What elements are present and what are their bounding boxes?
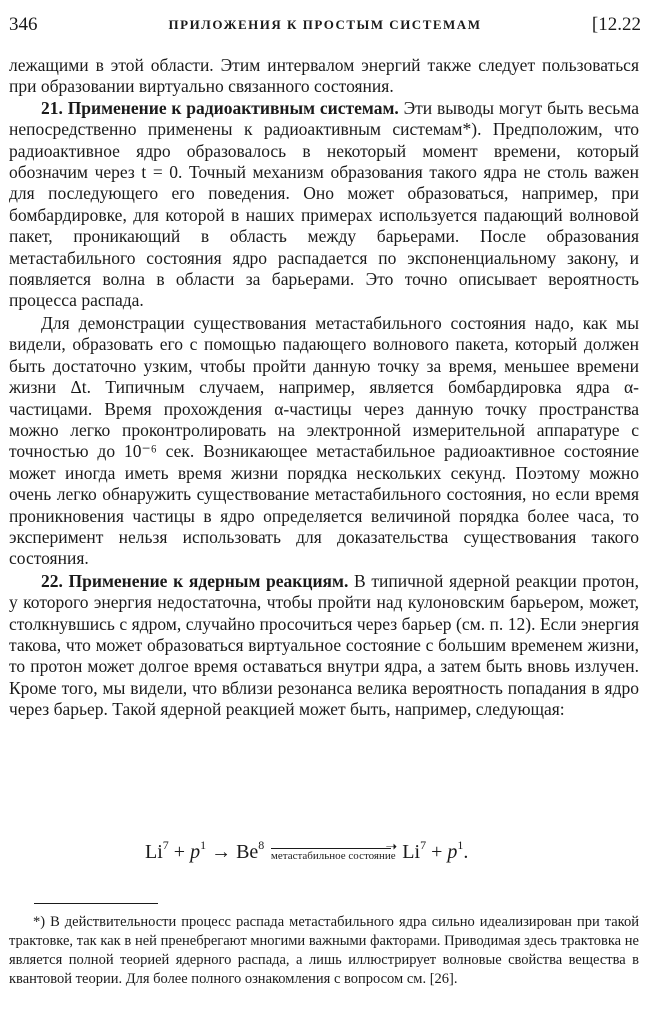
proton-symbol: p xyxy=(190,841,201,863)
arrow-shaft xyxy=(271,848,391,849)
product-lithium-symbol: Li xyxy=(402,841,421,863)
page-header xyxy=(9,14,641,38)
equation-period: . xyxy=(463,841,469,863)
arrow-head-icon: ➝ xyxy=(385,840,398,855)
running-title: ПРИЛОЖЕНИЯ К ПРОСТЫМ СИСТЕМАМ xyxy=(168,17,482,32)
product-proton-charge: 1 xyxy=(457,838,464,852)
section-22-heading: 22. Применение к ядерным реакциям. xyxy=(41,570,349,591)
section-21-text: Эти выводы могут быть весьма непосредственно применены к радиоактивным системам*). Предположим, что радиоактивное ядро образовалось в некоторый момент времени, который обозначим через t = 0. Точный механизм образования такого ядра не столь важен для последующего его поведения. Оно может образоваться, например, при бомбардировке, для которой в наших примерах используется падающий волновой пакет, проникающий в область между барьерами. После образования метастабильного состояния ядро распадается по экспоненциальному закону, и появляется волна в области за барьерами. Это точно описывает вероятность процесса распада. xyxy=(9,97,640,311)
arrow-sign: → xyxy=(211,841,232,863)
plus-sign: + xyxy=(173,841,186,863)
lithium-mass: 7 xyxy=(162,838,169,852)
section-reference: [12.22 xyxy=(591,14,641,35)
paragraph-continuation: лежащими в этой области. Этим интервалом энергий также следует пользоваться при образовании виртуально связанного состояния. xyxy=(9,55,639,97)
arrow-label: метастабильное состояние xyxy=(270,850,396,862)
footnote-rule xyxy=(34,903,158,904)
body-text xyxy=(9,55,639,721)
footnote: *) В действительности процесс распада метастабильного ядра сильно идеализирован при такой трактовке, так как в ней пренебрегают многими важными факторами. Приводимая здесь трактовка не является полной теорией ядерного распада, а лишь иллюстрирует волновые свойства вещества в квантовой теории. Для более полного ознакомления с вопросом см. [26]. xyxy=(9,914,639,987)
product-lithium-mass: 7 xyxy=(420,838,427,852)
beryllium-mass: 8 xyxy=(258,838,265,852)
paragraph-demonstration: Для демонстрации существования метастабильного состояния надо, как мы видели, образовать его с помощью падающего волнового пакета, который должен быть достаточно узким, чтобы пройти данную точку за время, меньшее времени жизни Δt. Типичным случаем, например, является бомбардировка ядра α-частицами. Время прохождения α-частицы через данную точку пространства можно легко проконтролировать на электронной измерительной аппаратуре с точностью до 10⁻⁶ сек. Возникающее метастабильное радиоактивное состояние может иногда иметь время жизни порядка нескольких секунд. Поэтому можно очень легко обнаружить существование метастабильного состояния, но если время проникновения частицы в ядро определяется величиной порядка более часа, то эксперимент нельзя использовать для доказательства существования такого состояния. xyxy=(9,312,639,569)
nuclear-reaction-equation xyxy=(0,838,650,882)
section-21-heading: 21. Применение к радиоактивным системам. xyxy=(41,97,399,118)
paragraph-section-22 xyxy=(9,571,639,721)
section-22-text: В типичной ядерной реакции протон, у которого энергия недостаточна, чтобы пройти над кулоновским барьером, может, столкнувшись с ядром, случайно просочиться через барьер (см. п. 12). Если энергия такова, что может образоваться виртуальное состояние с большим временем жизни, то протон может долгое время оставаться внутри ядра, а затем быть вновь излучен. Кроме того, мы видели, что вблизи резонанса велика вероятность попадания в ядро через барьер. Такой ядерной реакцией может быть, например, следующая: xyxy=(9,570,640,720)
proton-charge: 1 xyxy=(200,838,207,852)
product-proton-symbol: p xyxy=(447,841,458,863)
paragraph-section-21 xyxy=(9,98,639,312)
beryllium-symbol: Be xyxy=(236,841,259,863)
lithium-symbol: Li xyxy=(145,841,163,863)
product-plus-sign: + xyxy=(431,841,443,863)
page-number: 346 xyxy=(9,14,38,35)
metastable-arrow xyxy=(269,840,397,860)
